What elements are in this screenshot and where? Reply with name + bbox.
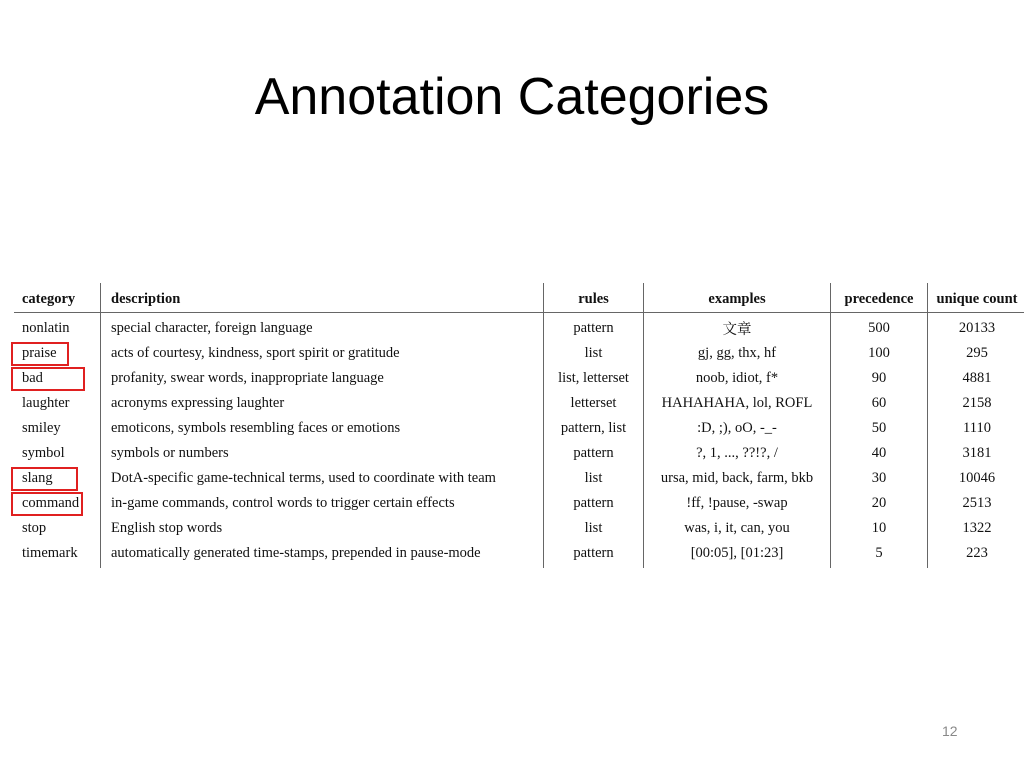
table-header-row (14, 283, 1024, 313)
table-row (14, 391, 1024, 416)
cell-precedence: 100 (831, 341, 928, 366)
header-rules: rules (544, 283, 644, 313)
cell-description: DotA-specific game-technical terms, used to coordinate with team (101, 466, 544, 491)
cell-examples: :D, ;), oO, -_- (644, 416, 831, 441)
cell-precedence: 30 (831, 466, 928, 491)
cell-unique-count: 10046 (928, 466, 1024, 491)
table-row (14, 516, 1024, 541)
table-row (14, 441, 1024, 466)
header-unique-count: unique count (928, 283, 1024, 313)
cell-unique-count: 3181 (928, 441, 1024, 466)
cell-rules: letterset (544, 391, 644, 416)
cell-precedence: 60 (831, 391, 928, 416)
header-category: category (14, 283, 101, 313)
table-row (14, 541, 1024, 568)
page-number: 12 (942, 723, 958, 739)
cell-unique-count: 20133 (928, 313, 1024, 342)
cell-description: automatically generated time-stamps, prepended in pause-mode (101, 541, 544, 568)
cell-description: emoticons, symbols resembling faces or emotions (101, 416, 544, 441)
cell-category (14, 391, 101, 416)
annotation-categories-table (14, 283, 1024, 568)
table-row (14, 313, 1024, 342)
cell-precedence: 10 (831, 516, 928, 541)
cell-description: acts of courtesy, kindness, sport spirit or gratitude (101, 341, 544, 366)
header-description: description (101, 283, 544, 313)
cell-precedence: 20 (831, 491, 928, 516)
cell-rules: pattern (544, 313, 644, 342)
slide-title: Annotation Categories (254, 68, 770, 126)
cell-description: English stop words (101, 516, 544, 541)
cell-rules: list, letterset (544, 366, 644, 391)
cell-precedence: 90 (831, 366, 928, 391)
category-label: stop (22, 520, 47, 536)
cell-rules: list (544, 516, 644, 541)
table-row (14, 416, 1024, 441)
cell-unique-count: 2158 (928, 391, 1024, 416)
cell-rules: list (544, 341, 644, 366)
table-row (14, 366, 1024, 391)
highlight-box-slang: slang (22, 470, 66, 487)
cell-unique-count: 1322 (928, 516, 1024, 541)
cell-precedence: 50 (831, 416, 928, 441)
table-row (14, 341, 1024, 366)
cell-description: in-game commands, control words to trigger certain effects (101, 491, 544, 516)
cell-examples: [00:05], [01:23] (644, 541, 831, 568)
highlight-box-bad: bad (22, 370, 73, 387)
cell-examples: HAHAHAHA, lol, ROFL (644, 391, 831, 416)
cell-rules: pattern, list (544, 416, 644, 441)
cell-unique-count: 1110 (928, 416, 1024, 441)
highlight-box-praise: praise (22, 345, 57, 361)
cell-examples: ?, 1, ..., ??!?, / (644, 441, 831, 466)
cell-category (14, 441, 101, 466)
highlight-box-command: command (22, 495, 80, 511)
table-row (14, 491, 1024, 516)
cell-rules: pattern (544, 541, 644, 568)
cell-examples: noob, idiot, f* (644, 366, 831, 391)
cell-category (14, 366, 101, 391)
category-label: timemark (22, 545, 78, 561)
cell-precedence: 5 (831, 541, 928, 568)
cell-rules: pattern (544, 491, 644, 516)
cell-category (14, 491, 101, 516)
cell-examples: ursa, mid, back, farm, bkb (644, 466, 831, 491)
cell-rules: pattern (544, 441, 644, 466)
cell-unique-count: 2513 (928, 491, 1024, 516)
cell-examples: was, i, it, can, you (644, 516, 831, 541)
table-row (14, 466, 1024, 491)
header-precedence: precedence (831, 283, 928, 313)
cell-category (14, 541, 101, 568)
category-label: symbol (22, 445, 65, 461)
category-label: nonlatin (22, 320, 70, 336)
cell-category (14, 416, 101, 441)
cell-precedence: 40 (831, 441, 928, 466)
cell-precedence: 500 (831, 313, 928, 342)
cell-unique-count: 4881 (928, 366, 1024, 391)
cell-category (14, 466, 101, 491)
cell-category (14, 313, 101, 342)
cell-description: symbols or numbers (101, 441, 544, 466)
cell-examples: gj, gg, thx, hf (644, 341, 831, 366)
header-examples: examples (644, 283, 831, 313)
category-label: laughter (22, 395, 70, 411)
cell-examples: !ff, !pause, -swap (644, 491, 831, 516)
cell-examples: 文章 (644, 313, 831, 342)
cell-unique-count: 223 (928, 541, 1024, 568)
cell-category (14, 341, 101, 366)
cell-category (14, 516, 101, 541)
cell-description: special character, foreign language (101, 313, 544, 342)
cell-unique-count: 295 (928, 341, 1024, 366)
category-label: smiley (22, 420, 61, 436)
cell-rules: list (544, 466, 644, 491)
cell-description: acronyms expressing laughter (101, 391, 544, 416)
cell-description: profanity, swear words, inappropriate language (101, 366, 544, 391)
